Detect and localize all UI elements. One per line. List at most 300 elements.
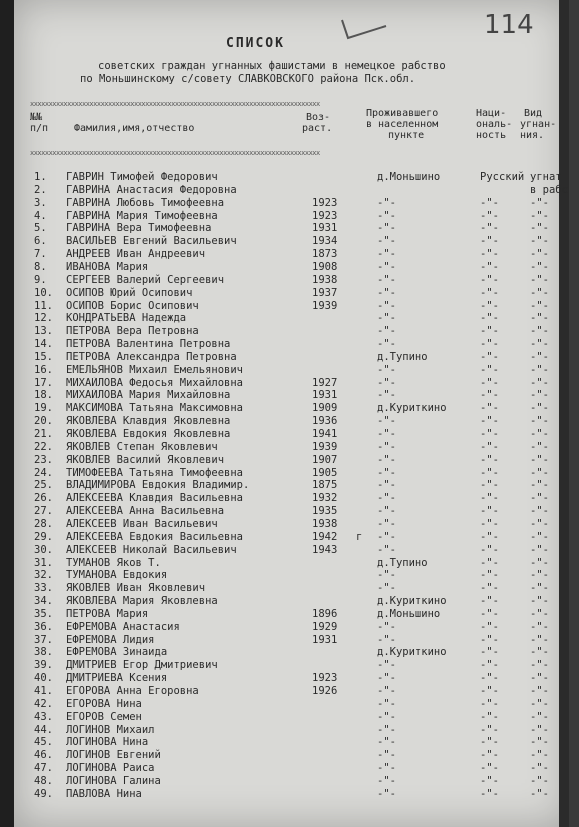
birth-year: 1907 [312,453,338,466]
person-name: ПАВЛОВА Нина [66,787,142,800]
row-number: 34. [34,595,53,608]
nationality: -"- [480,774,499,787]
person-name: ОСИПОВ Борис Осипович [66,299,199,312]
person-name: ЛОГИНОВА Нина [66,736,149,749]
residence: -"- [377,325,396,338]
residence: -"- [377,492,396,505]
deportation-type: -"- [530,325,549,338]
table-row [14,351,569,364]
nationality: -"- [480,376,499,389]
person-name: ВАСИЛЬЕВ Евгений Васильевич [66,235,237,248]
deportation-type: -"- [530,453,549,466]
row-number: 17. [34,376,53,389]
residence: -"- [377,312,396,325]
person-name: МИХАЙЛОВА Мария Михайловна [66,389,231,402]
table-row [14,672,569,685]
deportation-type: -"- [530,222,549,235]
birth-year: 1931 [312,633,338,646]
row-number: 35. [34,607,53,620]
person-name: МИХАЙЛОВА Федосья Михайловна [66,376,244,389]
birth-year: 1873 [312,248,338,261]
row-number: 41. [34,685,53,697]
person-name: ГАВРИНА Мария Тимофеевна [66,209,218,222]
deportation-type: -"- [530,633,549,646]
residence: -"- [377,723,396,736]
row-number: 23. [34,453,53,466]
table-row [14,531,569,544]
residence: -"- [377,209,396,222]
birth-year: 1931 [312,389,338,402]
residence: -"- [377,659,396,672]
residence: -"- [377,466,396,479]
birth-year: 1908 [312,260,338,273]
deportation-type: -"- [530,492,549,505]
person-name: ЕФРЕМОВА Лидия [66,633,155,646]
nationality: -"- [480,248,499,261]
table-row [14,557,569,570]
birth-year: 1937 [312,286,338,299]
birth-year: 1934 [312,235,338,248]
residence: -"- [377,530,396,543]
header-num-a: №№ [30,112,43,123]
row-number: 24. [34,466,53,479]
birth-year: 1923 [312,209,338,222]
residence: -"- [377,196,396,209]
deportation-type: -"- [530,762,549,775]
deportation-type: -"- [530,428,549,440]
table-row [14,595,569,608]
residence: -"- [377,517,396,530]
deportation-type: -"- [530,415,549,428]
deportation-type: -"- [530,685,549,697]
row-number: 4. [34,209,47,222]
person-name: ГАВРИН Тимофей Федорович [66,171,218,183]
residence: д.Моньшино [377,171,441,183]
nationality: -"- [480,260,499,273]
row-number: 47. [34,762,53,775]
table-row [14,415,569,428]
row-number: 31. [34,556,53,569]
person-name: ОСИПОВ Юрий Осипович [66,286,193,299]
nationality: -"- [480,235,499,248]
residence: -"- [377,428,396,440]
nationality: -"- [480,723,499,736]
nationality: -"- [480,286,499,299]
residence: -"- [377,762,396,775]
residence: -"- [377,633,396,646]
person-name: ЕГОРОВА Нина [66,697,142,710]
nationality: -"- [480,196,499,209]
document-title: СПИСОК [226,36,285,51]
residence: д.Куриткино [377,646,447,659]
row-number: 18. [34,389,53,402]
table-row [14,377,569,390]
person-name: ЛОГИНОВА Галина [66,774,161,787]
nationality: -"- [480,607,499,620]
deportation-type: -"- [530,672,549,685]
table-row [14,184,569,197]
person-name: ТИМОФЕЕВА Татьяна Тимофеевна [66,466,244,479]
row-number: 9. [34,273,47,286]
person-name: ЛОГИНОВА Раиса [66,762,155,775]
birth-year: 1905 [312,466,338,479]
table-row [14,736,569,749]
deportation-type: -"- [530,479,549,492]
residence: -"- [377,453,396,466]
table-row [14,711,569,724]
person-name: АЛЕКСЕЕВ Иван Васильевич [66,517,218,530]
birth-year: 1923 [312,196,338,209]
nationality: -"- [480,492,499,505]
deportation-type: -"- [530,620,549,633]
row-number: 16. [34,363,53,376]
nationality: -"- [480,646,499,659]
nationality: -"- [480,633,499,646]
person-name: ЕГОРОВА Анна Егоровна [66,685,199,697]
row-number: 49. [34,787,53,800]
person-name: ЛОГИНОВ Евгений [66,749,161,762]
birth-year: 1936 [312,415,338,428]
header-age-b: раст. [302,123,333,134]
deportation-type: -"- [530,312,549,325]
table-row [14,287,569,300]
residence: -"- [377,787,396,800]
header-type-c: ния. [520,130,545,141]
person-name: АЛЕКСЕЕВА Клавдия Васильевна [66,492,244,505]
nationality: -"- [480,325,499,338]
table-row [14,454,569,467]
residence: -"- [377,736,396,749]
person-name: МАКСИМОВА Татьяна Максимовна [66,402,244,415]
row-number: 45. [34,736,53,749]
birth-year: 1926 [312,685,338,697]
nationality: -"- [480,505,499,518]
header-separator-top: хххххххххххххххххххххххххххххххххххххххххххххххххххххххххххххххххххххххххххххх [30,100,320,108]
birth-year: 1931 [312,222,338,235]
table-row [14,274,569,287]
deportation-type: -"- [530,286,549,299]
person-name: ПЕТРОВА Мария [66,607,149,620]
nationality: -"- [480,697,499,710]
nationality: -"- [480,659,499,672]
nationality: -"- [480,736,499,749]
nationality: Русский [480,171,525,183]
table-row [14,505,569,518]
row-number: 33. [34,582,53,595]
birth-year: 1941 [312,428,338,440]
residence: -"- [377,440,396,453]
residence: -"- [377,222,396,235]
table-row [14,492,569,505]
residence: -"- [377,710,396,723]
person-name: ИВАНОВА Мария [66,260,149,273]
person-name: ЯКОВЛЕВА Клавдия Яковлевна [66,415,231,428]
residence: -"- [377,260,396,273]
residence: -"- [377,415,396,428]
row-number: 28. [34,517,53,530]
table-row [14,479,569,492]
person-name: ПЕТРОВА Вера Петровна [66,325,199,338]
nationality: -"- [480,582,499,595]
header-place-a: Проживавшего [366,108,439,119]
residence: д.Куриткино [377,595,447,608]
table-row [14,646,569,659]
year-suffix: г [356,530,363,543]
deportation-type: -"- [530,569,549,582]
birth-year: 1942 [312,530,338,543]
row-number: 13. [34,325,53,338]
row-number: 37. [34,633,53,646]
table-row [14,235,569,248]
row-number: 43. [34,710,53,723]
deportation-type: -"- [530,723,549,736]
person-name: ЛОГИНОВ Михаил [66,723,155,736]
deportation-type: -"- [530,710,549,723]
birth-year: 1909 [312,402,338,415]
nationality: -"- [480,517,499,530]
nationality: -"- [480,620,499,633]
table-row [14,762,569,775]
nationality: -"- [480,222,499,235]
person-name: ЕГОРОВ Семен [66,710,142,723]
nationality: -"- [480,402,499,415]
table-row [14,582,569,595]
residence: -"- [377,582,396,595]
table-row [14,171,569,184]
birth-year: 1932 [312,492,338,505]
nationality: -"- [480,273,499,286]
birth-year: 1938 [312,517,338,530]
scan-left-edge [0,0,14,827]
deportation-type: -"- [530,196,549,209]
row-number: 11. [34,299,53,312]
residence: -"- [377,505,396,518]
row-number: 1. [34,171,47,183]
person-name: ЯКОВЛЕВ Иван Яковлевич [66,582,206,595]
table-row [14,724,569,737]
nationality: -"- [480,530,499,543]
nationality: -"- [480,749,499,762]
table-row [14,389,569,402]
row-number: 25. [34,479,53,492]
nationality: -"- [480,428,499,440]
nationality: -"- [480,415,499,428]
row-number: 2. [34,183,47,196]
nationality: -"- [480,350,499,363]
header-type-b: угнан- [520,119,557,130]
deportation-type: -"- [530,749,549,762]
table-row [14,634,569,647]
person-name: ЕФРЕМОВА Зинаида [66,646,168,659]
table-row [14,467,569,480]
nationality: -"- [480,710,499,723]
row-number: 48. [34,774,53,787]
table-row [14,698,569,711]
birth-year: 1939 [312,299,338,312]
page-number: 114 [484,10,534,40]
residence: -"- [377,235,396,248]
table-row [14,621,569,634]
nationality: -"- [480,762,499,775]
nationality: -"- [480,209,499,222]
nationality: -"- [480,389,499,402]
nationality: -"- [480,569,499,582]
table-row [14,261,569,274]
deportation-type: -"- [530,363,549,376]
deportation-type: -"- [530,517,549,530]
residence: -"- [377,248,396,261]
residence: -"- [377,543,396,556]
deportation-type: -"- [530,787,549,800]
table-row [14,300,569,313]
row-number: 5. [34,222,47,235]
person-name: ДМИТРИЕВ Егор Дмитриевич [66,659,218,672]
table-row [14,197,569,210]
deportation-type: -"- [530,389,549,402]
birth-year: 1929 [312,620,338,633]
person-name: АНДРЕЕВ Иван Андреевич [66,248,206,261]
row-number: 46. [34,749,53,762]
row-number: 29. [34,530,53,543]
table-row [14,222,569,235]
row-number: 36. [34,620,53,633]
row-number: 39. [34,659,53,672]
birth-year: 1875 [312,479,338,492]
deportation-type: -"- [530,273,549,286]
row-number: 10. [34,286,53,299]
residence: -"- [377,697,396,710]
nationality: -"- [480,672,499,685]
subtitle-line-2: по Моньшинскому с/совету СЛАВКОВСКОГО района Пск.обл. [80,73,416,85]
deportation-type: -"- [530,530,549,543]
birth-year: 1896 [312,607,338,620]
person-name: ВЛАДИМИРОВА Евдокия Владимир. [66,479,250,492]
table-row [14,402,569,415]
row-number: 8. [34,260,47,273]
row-number: 20. [34,415,53,428]
deportation-type: -"- [530,543,549,556]
residence: -"- [377,672,396,685]
header-place-b: в населенном [366,119,439,130]
birth-year: 1935 [312,505,338,518]
table-row [14,364,569,377]
row-number: 32. [34,569,53,582]
row-number: 42. [34,697,53,710]
birth-year: 1939 [312,440,338,453]
header-separator-bottom: хххххххххххххххххххххххххххххххххххххххххххххххххххххххххххххххххххххххххххххх [30,149,320,157]
person-name: ЯКОВЛЕВА Евдокия Яковлевна [66,428,231,440]
header-place-c: пункте [388,130,425,141]
residence: -"- [377,376,396,389]
header-num-b: п/п [30,123,49,134]
residence: -"- [377,299,396,312]
row-number: 26. [34,492,53,505]
deportation-type: -"- [530,595,549,608]
row-number: 7. [34,248,47,261]
table-row [14,312,569,325]
deportation-type: -"- [530,659,549,672]
table-row [14,210,569,223]
deportation-type: -"- [530,440,549,453]
nationality: -"- [480,440,499,453]
person-name: ГАВРИНА Вера Тимофеевна [66,222,212,235]
person-name: ПЕТРОВА Александра Петровна [66,350,237,363]
table-row [14,569,569,582]
table-row [14,788,569,801]
person-name: ТУМАНОВ Яков Т. [66,556,161,569]
table-row [14,659,569,672]
header-age-a: Воз- [306,112,331,123]
deportation-type: -"- [530,774,549,787]
birth-year: 1927 [312,376,338,389]
table-row [14,608,569,621]
nationality: -"- [480,543,499,556]
birth-year: 1923 [312,672,338,685]
header-nat-a: Наци- [476,108,507,119]
person-name: ЯКОВЛЕВА Мария Яковлевна [66,595,218,608]
person-name: АЛЕКСЕЕВА Анна Васильевна [66,505,225,518]
residence: -"- [377,569,396,582]
subtitle-line-1: советских граждан угнанных фашистами в немецкое рабство [98,60,446,72]
nationality: -"- [480,685,499,697]
table-row [14,775,569,788]
person-name: АЛЕКСЕЕВ Николай Васильевич [66,543,237,556]
residence: -"- [377,363,396,376]
deportation-type: -"- [530,556,549,569]
table-row [14,685,569,698]
table-row [14,518,569,531]
nationality: -"- [480,312,499,325]
row-number: 19. [34,402,53,415]
deportation-type: -"- [530,235,549,248]
document-page [14,0,569,827]
person-name: ЕФРЕМОВА Анастасия [66,620,180,633]
person-name: СЕРГЕЕВ Валерий Сергеевич [66,273,225,286]
person-name: ЯКОВЛЕВ Степан Яковлевич [66,440,218,453]
nationality: -"- [480,479,499,492]
check-mark-icon [334,14,394,44]
person-name: ЯКОВЛЕВ Василий Яковлевич [66,453,225,466]
row-number: 3. [34,196,47,209]
header-type-a: Вид [524,108,543,119]
birth-year: 1938 [312,273,338,286]
nationality: -"- [480,363,499,376]
nationality: -"- [480,453,499,466]
nationality: -"- [480,787,499,800]
person-name: ГАВРИНА Анастасия Федоровна [66,183,237,196]
residence: -"- [377,479,396,492]
row-number: 12. [34,312,53,325]
row-number: 14. [34,338,53,351]
deportation-type: -"- [530,248,549,261]
header-nat-c: ность [476,130,507,141]
deportation-type: -"- [530,582,549,595]
nationality: -"- [480,556,499,569]
deportation-type: угнат [530,171,562,183]
table-row [14,749,569,762]
person-name: АЛЕКСЕЕВА Евдокия Васильевна [66,530,244,543]
deportation-type: -"- [530,260,549,273]
residence: д.Тупино [377,350,428,363]
deportation-type: -"- [530,607,549,620]
row-number: 40. [34,672,53,685]
nationality: -"- [480,466,499,479]
table-row [14,428,569,441]
row-number: 38. [34,646,53,659]
residence: д.Куриткино [377,402,447,415]
person-name: ТУМАНОВА Евдокия [66,569,168,582]
row-number: 30. [34,543,53,556]
